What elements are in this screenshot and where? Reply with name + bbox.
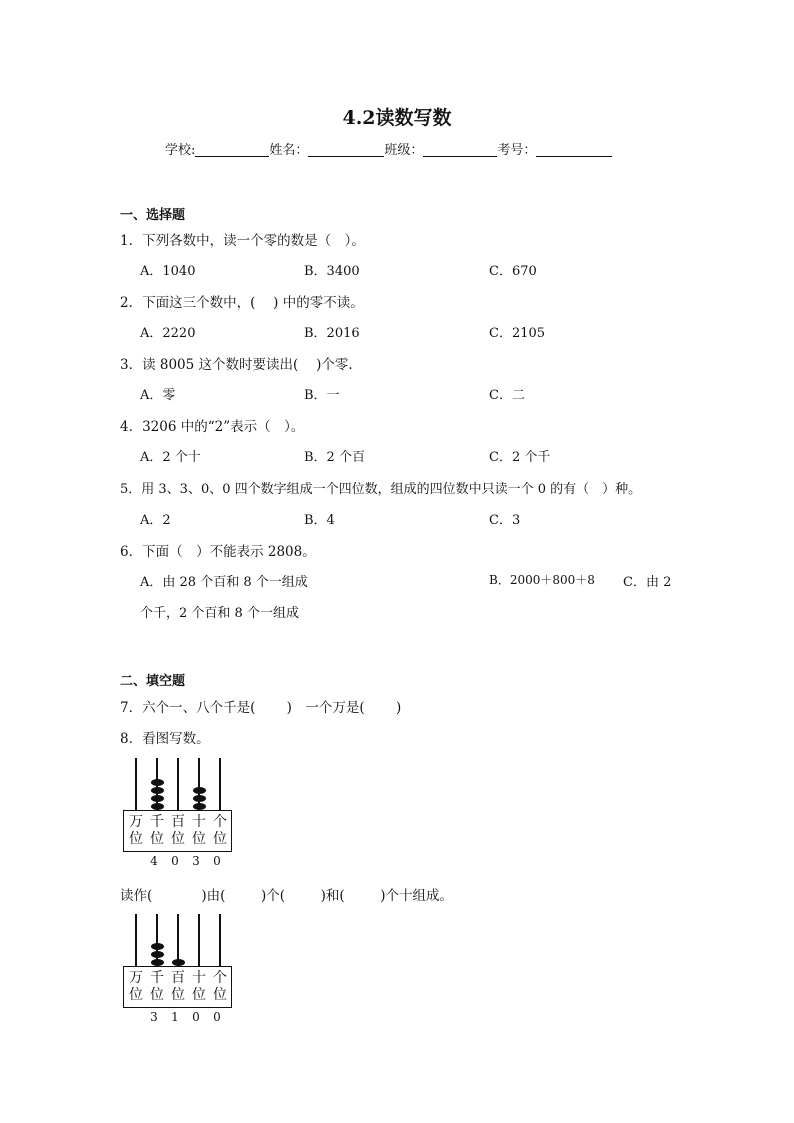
abacus-bead — [193, 795, 206, 802]
class-label: 班级： — [384, 143, 424, 158]
class-blank[interactable] — [423, 142, 497, 157]
place-label: 万 — [129, 970, 143, 986]
abacus-bead — [193, 803, 206, 810]
abacus-diagram-2 — [123, 914, 233, 1024]
abacus-bead — [151, 951, 164, 958]
place-label: 百 — [171, 814, 185, 830]
question-5: 5．用 3、3、0、0 四个数字组成一个四位数，组成的四位数中只读一个 0 的有（ ）种。 — [120, 482, 642, 497]
place-label: 位 — [171, 987, 185, 1003]
abacus-rod — [135, 758, 137, 811]
abacus-digit: 0 — [213, 1010, 221, 1024]
q4-option-c[interactable]: C．2 个千 — [489, 450, 551, 465]
abacus-bead — [151, 779, 164, 786]
abacus-digit: 0 — [192, 1010, 200, 1024]
abacus-bead — [151, 959, 164, 966]
abacus-digit: 3 — [150, 1010, 158, 1024]
abacus-bead — [151, 787, 164, 794]
abacus-diagram-1 — [123, 758, 233, 868]
q2-option-b[interactable]: B．2016 — [304, 326, 360, 341]
q1-option-a[interactable]: A．1040 — [140, 264, 196, 279]
place-label: 个 — [213, 814, 227, 830]
school-blank[interactable] — [195, 142, 269, 157]
name-label: 姓名： — [269, 143, 309, 158]
student-info-line — [165, 139, 612, 158]
place-label: 位 — [150, 831, 164, 847]
school-label: 学校: — [165, 143, 196, 158]
question-8-fill-line: 读作( )由( )个( )和( )个十组成。 — [120, 888, 453, 904]
question-2: 2．下面这三个数中，( ) 中的零不读。 — [120, 295, 364, 311]
q6-option-a[interactable]: A．由 28 个百和 8 个一组成 — [140, 575, 308, 590]
abacus-rod — [219, 758, 221, 811]
q3-option-b[interactable]: B．一 — [304, 388, 340, 403]
abacus-digit: 4 — [150, 854, 158, 868]
question-1: 1．下列各数中，读一个零的数是（ ）。 — [120, 233, 365, 249]
abacus-rod — [177, 758, 179, 811]
q6-option-c-continued: 个千，2 个百和 8 个一组成 — [140, 606, 299, 621]
place-label: 位 — [192, 831, 206, 847]
q6-option-c[interactable]: C．由 2 — [623, 575, 672, 590]
abacus-digit: 3 — [192, 854, 200, 868]
place-label: 万 — [129, 814, 143, 830]
section-heading-fill: 二、填空题 — [120, 674, 186, 689]
question-6: 6．下面（ ）不能表示 2808。 — [120, 544, 316, 560]
q5-option-c[interactable]: C．3 — [489, 513, 521, 528]
question-4: 4．3206 中的“2”表示（ ）。 — [120, 419, 305, 435]
abacus-digit: 0 — [213, 854, 221, 868]
abacus-rod — [219, 914, 221, 967]
place-label: 位 — [171, 831, 185, 847]
section-heading-choice: 一、选择题 — [120, 208, 186, 223]
place-label: 位 — [192, 987, 206, 1003]
page-title: 4.2读数写数 — [342, 107, 452, 129]
abacus-digit: 1 — [171, 1010, 179, 1024]
place-label: 百 — [171, 970, 185, 986]
question-8: 8．看图写数。 — [120, 731, 210, 747]
name-blank[interactable] — [308, 142, 384, 157]
q1-option-b[interactable]: B．3400 — [304, 264, 360, 279]
place-label: 十 — [192, 970, 206, 986]
exam-no-label: 考号： — [497, 143, 537, 158]
abacus-bead — [151, 943, 164, 950]
q6-option-b[interactable]: B．2000＋800＋8 — [489, 573, 595, 587]
q1-option-c[interactable]: C．670 — [489, 264, 537, 279]
abacus-rod — [135, 914, 137, 967]
exam-no-blank[interactable] — [536, 142, 612, 157]
place-label: 位 — [129, 831, 143, 847]
place-label: 千 — [150, 970, 164, 986]
place-label: 千 — [150, 814, 164, 830]
place-label: 个 — [213, 970, 227, 986]
q5-option-a[interactable]: A．2 — [140, 513, 171, 528]
place-label: 位 — [213, 987, 227, 1003]
abacus-rod — [198, 914, 200, 967]
abacus-bead — [151, 803, 164, 810]
place-label: 十 — [192, 814, 206, 830]
q3-option-a[interactable]: A．零 — [140, 388, 176, 403]
q5-option-b[interactable]: B．4 — [304, 513, 335, 528]
q4-option-a[interactable]: A．2 个十 — [140, 450, 201, 465]
abacus-bead — [193, 787, 206, 794]
q2-option-a[interactable]: A．2220 — [140, 326, 196, 341]
q3-option-c[interactable]: C．二 — [489, 388, 525, 403]
abacus-digit: 0 — [171, 854, 179, 868]
abacus-bead — [172, 959, 185, 966]
q4-option-b[interactable]: B．2 个百 — [304, 450, 365, 465]
abacus-bead — [151, 795, 164, 802]
q2-option-c[interactable]: C．2105 — [489, 326, 546, 341]
place-label: 位 — [150, 987, 164, 1003]
place-label: 位 — [213, 831, 227, 847]
question-7: 7．六个一、八个千是( ) 一个万是( ) — [120, 700, 402, 716]
question-3: 3．读 8005 这个数时要读出( )个零. — [120, 357, 353, 373]
place-label: 位 — [129, 987, 143, 1003]
